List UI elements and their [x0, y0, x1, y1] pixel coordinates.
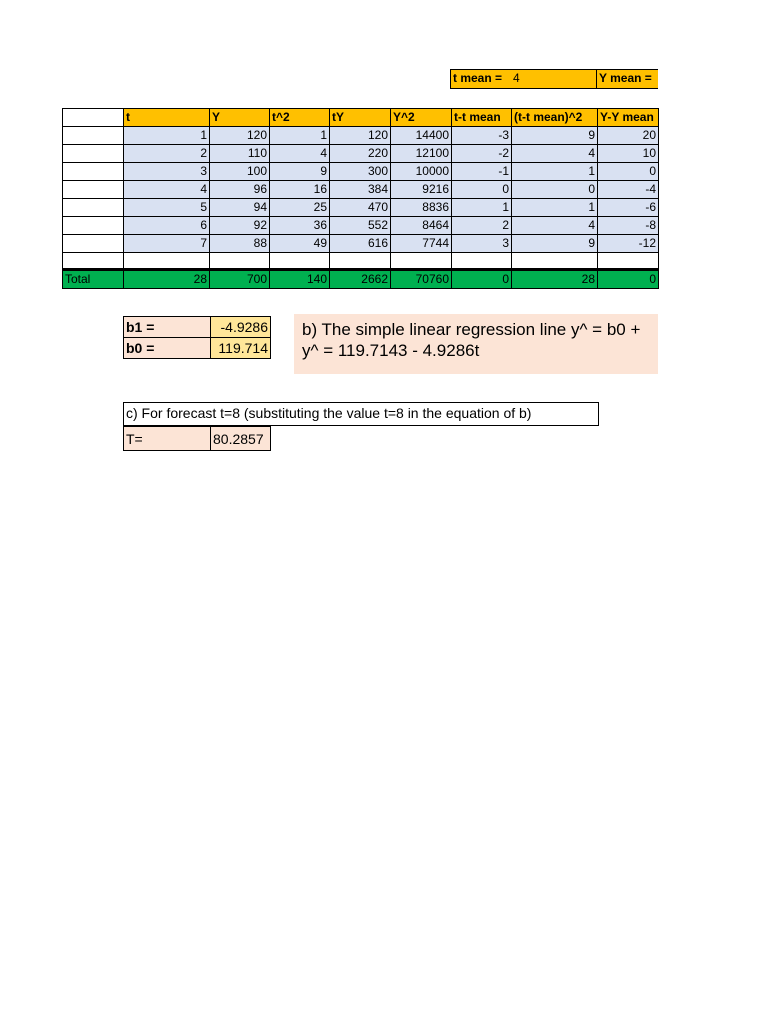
cell-ty: 384 — [330, 181, 391, 199]
cell-t-dev-sq: 1 — [512, 199, 598, 217]
cell-t-dev-sq: 0 — [512, 181, 598, 199]
empty-cell — [452, 253, 512, 270]
cell-y-dev: -6 — [598, 199, 659, 217]
header-row — [63, 109, 659, 127]
cell-y2: 14400 — [391, 127, 452, 145]
cell-t2: 49 — [270, 235, 330, 253]
b0-label: b0 = — [124, 338, 211, 359]
row-blank-cell — [63, 145, 124, 163]
data-table — [62, 108, 659, 289]
explanation-line-2: y^ = 119.7143 - 4.9286t — [302, 341, 480, 360]
cell-t2: 36 — [270, 217, 330, 235]
total-t: 28 — [124, 270, 210, 289]
table-row — [63, 199, 659, 217]
b1-value: -4.9286 — [211, 317, 271, 338]
row-blank-cell — [63, 217, 124, 235]
cell-ty: 552 — [330, 217, 391, 235]
coefficients-box — [123, 316, 271, 359]
cell-y2: 9216 — [391, 181, 452, 199]
total-label: Total — [63, 270, 124, 289]
cell-y-dev: 10 — [598, 145, 659, 163]
header-t-dev-sq: (t-t mean)^2 — [512, 109, 598, 127]
cell-t2: 25 — [270, 199, 330, 217]
header-t2: t^2 — [270, 109, 330, 127]
forecast-row — [124, 427, 271, 451]
cell-y-dev: 20 — [598, 127, 659, 145]
cell-t2: 1 — [270, 127, 330, 145]
header-y: Y — [210, 109, 270, 127]
table-row — [63, 181, 659, 199]
header-y-dev: Y-Y mean — [598, 109, 659, 127]
cell-y-dev: -12 — [598, 235, 659, 253]
cell-t: 1 — [124, 127, 210, 145]
regression-explanation — [294, 314, 658, 374]
cell-t: 5 — [124, 199, 210, 217]
empty-cell — [512, 253, 598, 270]
cell-t-dev: -1 — [452, 163, 512, 181]
table-row — [63, 235, 659, 253]
header-y2: Y^2 — [391, 109, 452, 127]
empty-cell — [391, 253, 452, 270]
cell-y-dev: -4 — [598, 181, 659, 199]
row-blank-cell — [63, 163, 124, 181]
cell-t-dev-sq: 4 — [512, 217, 598, 235]
empty-cell — [124, 253, 210, 270]
header-blank — [63, 109, 124, 127]
b1-row — [124, 317, 271, 338]
cell-y: 100 — [210, 163, 270, 181]
cell-t2: 4 — [270, 145, 330, 163]
header-t-dev: t-t mean — [452, 109, 512, 127]
forecast-t-label: T= — [124, 427, 211, 451]
forecast-t-value: 80.2857 — [211, 427, 271, 451]
cell-y-dev: -8 — [598, 217, 659, 235]
b0-row — [124, 338, 271, 359]
b0-value: 119.714 — [211, 338, 271, 359]
t-mean-label: t mean = — [450, 69, 510, 89]
explanation-line-1: b) The simple linear regression line y^ = b0 + — [302, 320, 641, 339]
header-ty: tY — [330, 109, 391, 127]
cell-t: 7 — [124, 235, 210, 253]
cell-ty: 616 — [330, 235, 391, 253]
cell-t-dev: -3 — [452, 127, 512, 145]
total-row — [63, 270, 659, 289]
empty-cell — [330, 253, 391, 270]
cell-t-dev: 0 — [452, 181, 512, 199]
table-row — [63, 217, 659, 235]
row-blank-cell — [63, 127, 124, 145]
row-blank-cell — [63, 199, 124, 217]
cell-y: 88 — [210, 235, 270, 253]
empty-cell — [598, 253, 659, 270]
cell-t: 2 — [124, 145, 210, 163]
cell-y: 120 — [210, 127, 270, 145]
cell-ty: 120 — [330, 127, 391, 145]
t-mean-value: 4 — [510, 69, 596, 89]
total-y2: 70760 — [391, 270, 452, 289]
cell-y2: 8836 — [391, 199, 452, 217]
cell-t-dev-sq: 9 — [512, 127, 598, 145]
total-y-dev: 0 — [598, 270, 659, 289]
cell-t-dev: 3 — [452, 235, 512, 253]
empty-cell — [63, 253, 124, 270]
total-t2: 140 — [270, 270, 330, 289]
cell-y2: 8464 — [391, 217, 452, 235]
cell-y: 92 — [210, 217, 270, 235]
total-t-dev: 0 — [452, 270, 512, 289]
header-t: t — [124, 109, 210, 127]
cell-t-dev: -2 — [452, 145, 512, 163]
empty-row — [63, 253, 659, 270]
total-y: 700 — [210, 270, 270, 289]
total-ty: 2662 — [330, 270, 391, 289]
cell-y2: 10000 — [391, 163, 452, 181]
forecast-heading: c) For forecast t=8 (substituting the value t=8 in the equation of b) — [123, 402, 599, 426]
cell-y: 110 — [210, 145, 270, 163]
cell-t-dev: 2 — [452, 217, 512, 235]
y-mean-label: Y mean = — [596, 69, 658, 89]
table-row — [63, 163, 659, 181]
cell-t-dev-sq: 4 — [512, 145, 598, 163]
cell-t-dev-sq: 1 — [512, 163, 598, 181]
cell-t2: 16 — [270, 181, 330, 199]
cell-t: 6 — [124, 217, 210, 235]
forecast-result — [123, 426, 271, 451]
cell-ty: 220 — [330, 145, 391, 163]
cell-y-dev: 0 — [598, 163, 659, 181]
cell-t-dev-sq: 9 — [512, 235, 598, 253]
cell-t2: 9 — [270, 163, 330, 181]
cell-y: 94 — [210, 199, 270, 217]
empty-cell — [270, 253, 330, 270]
cell-y: 96 — [210, 181, 270, 199]
total-t-dev-sq: 28 — [512, 270, 598, 289]
cell-y2: 7744 — [391, 235, 452, 253]
b1-label: b1 = — [124, 317, 211, 338]
cell-t: 4 — [124, 181, 210, 199]
cell-ty: 300 — [330, 163, 391, 181]
cell-t: 3 — [124, 163, 210, 181]
cell-y2: 12100 — [391, 145, 452, 163]
row-blank-cell — [63, 181, 124, 199]
table-row — [63, 127, 659, 145]
empty-cell — [210, 253, 270, 270]
cell-ty: 470 — [330, 199, 391, 217]
cell-t-dev: 1 — [452, 199, 512, 217]
table-row — [63, 145, 659, 163]
row-blank-cell — [63, 235, 124, 253]
